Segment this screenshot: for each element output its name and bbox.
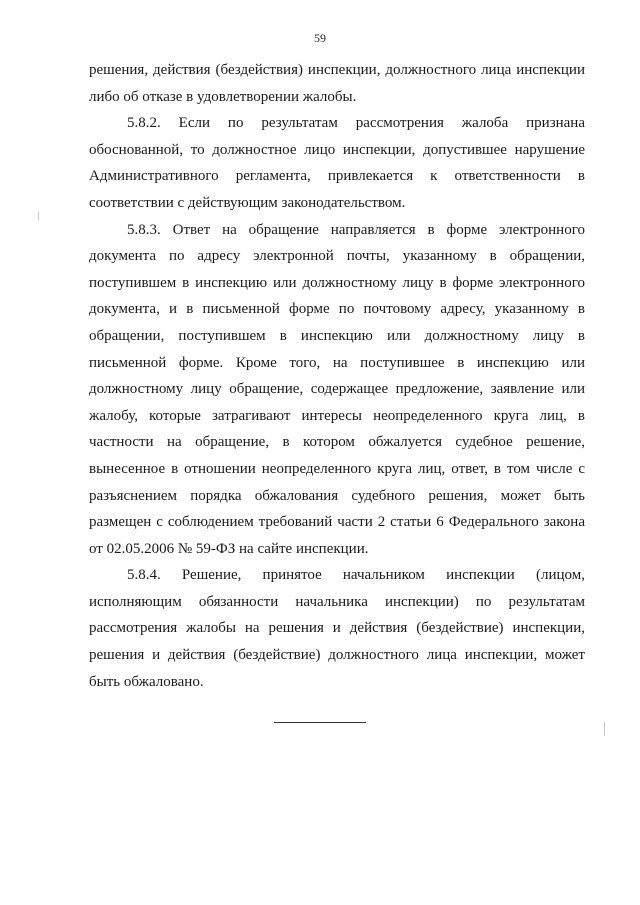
body-text — [89, 57, 585, 695]
paragraph-continuation: решения, действия (бездействия) инспекции, должностного лица инспекции либо об отказе в удовлетворении жалобы. — [89, 62, 585, 105]
paragraph-5-8-4: 5.8.4. Решение, принятое начальником инспекции (лицом, исполняющим обязанности начальника инспекции) по результатам рассмотрения жалобы на решения и действия (бездействие) инспекции, решения и действия (бездействие) должностного лица инспекции, может быть обжаловано. — [89, 567, 585, 690]
closing-divider-line — [274, 722, 366, 723]
paragraph-5-8-2: 5.8.2. Если по результатам рассмотрения жалоба признана обоснованной, то должностное лицо инспекции, допустившее нарушение Административного регламента, привлекается к ответственности в соответствии с действующим законодательством. — [89, 115, 585, 211]
scan-speck — [604, 722, 605, 736]
scan-speck — [38, 212, 39, 220]
page-number: 59 — [314, 31, 326, 45]
paragraph-5-8-3: 5.8.3. Ответ на обращение направляется в форме электронного документа по адресу электронной почты, указанному в обращении, поступившем в инспекцию или должностному лицу в форме электронного документа, и в письменной форме по почтовому адресу, указанному в обращении, поступившем в инспекцию или должностному лицу в письменной форме. Кроме того, на поступившее в инспекцию или должностному лицу обращение, содержащее предложение, заявление или жалобу, которые затрагивают интересы неопределенного круга лиц, в частности на обращение, в котором обжалуется судебное решение, вынесенное в отношении неопределенного круга лиц, ответ, в том числе с разъяснением порядка обжалования судебного решения, может быть размещен с соблюдением требований части 2 статьи 6 Федерального закона от 02.05.2006 № 59-ФЗ на сайте инспекции. — [89, 221, 585, 557]
